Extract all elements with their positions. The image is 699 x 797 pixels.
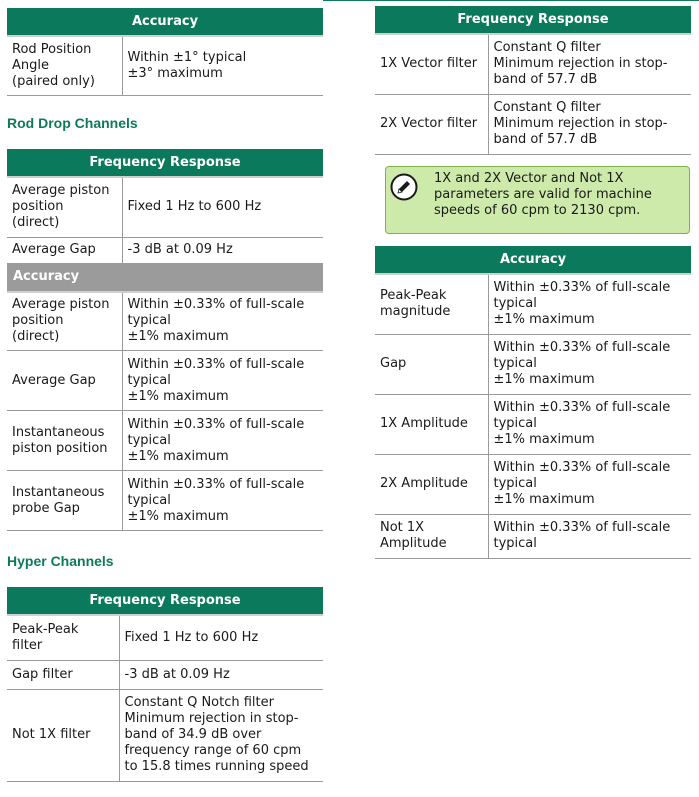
row-value: Within ±0.33% of full-scale typical ±1% maximum: [488, 454, 691, 514]
table-row: [375, 274, 691, 334]
pencil-icon: [390, 173, 418, 201]
row-value: Constant Q filter Minimum rejection in stop- band of 57.7 dB: [488, 34, 691, 94]
row-value: -3 dB at 0.09 Hz: [122, 237, 323, 263]
hyper-channels-heading: Hyper Channels: [7, 553, 114, 569]
row-label: Peak-Peak filter: [7, 615, 119, 660]
row-value: Within ±0.33% of full-scale typical ±1% maximum: [122, 411, 323, 471]
rod-drop-heading: Rod Drop Channels: [7, 115, 138, 131]
note-box: [385, 166, 690, 234]
accuracy-subheader: Accuracy: [7, 263, 323, 292]
table-header: Accuracy: [375, 246, 691, 274]
table-row: [7, 292, 323, 351]
row-label: Not 1X filter: [7, 689, 119, 781]
row-value: Within ±0.33% of full-scale typical ±1% maximum: [488, 334, 691, 394]
table-row: [7, 351, 323, 411]
vector-frequency-table: [375, 6, 691, 155]
table-header: Accuracy: [7, 8, 323, 36]
table-row: [7, 689, 323, 781]
row-label: Average piston position (direct): [7, 292, 122, 351]
row-label: Gap filter: [7, 660, 119, 689]
row-label: Instantaneous probe Gap: [7, 471, 122, 531]
table-row: [375, 94, 691, 154]
table-header: Frequency Response: [375, 6, 691, 34]
rod-drop-table: [7, 149, 323, 531]
row-label: Average piston position (direct): [7, 177, 122, 237]
row-value: Fixed 1 Hz to 600 Hz: [119, 615, 323, 660]
row-value: -3 dB at 0.09 Hz: [119, 660, 323, 689]
table-row: [7, 471, 323, 531]
row-label: Instantaneous piston position: [7, 411, 122, 471]
row-value: Within ±0.33% of full-scale typical ±1% maximum: [122, 471, 323, 531]
row-value: Constant Q Notch filter Minimum rejection in stop- band of 34.9 dB over frequency range of 60 cpm to 15.8 times running speed: [119, 689, 323, 781]
right-accuracy-table: [375, 246, 691, 559]
row-label: 1X Vector filter: [375, 34, 488, 94]
row-label: 2X Vector filter: [375, 94, 488, 154]
row-label: 1X Amplitude: [375, 394, 488, 454]
row-label: Average Gap: [7, 351, 122, 411]
hyper-channels-table: [7, 587, 323, 782]
table-row: [375, 394, 691, 454]
row-value: Within ±0.33% of full-scale typical ±1% maximum: [488, 274, 691, 334]
row-label: Average Gap: [7, 237, 122, 263]
table-row: [7, 660, 323, 689]
row-value: Within ±0.33% of full-scale typical: [488, 514, 691, 558]
row-label: Gap: [375, 334, 488, 394]
table-row: [375, 514, 691, 558]
table-row: [375, 454, 691, 514]
table-row: [375, 334, 691, 394]
table-row: [7, 411, 323, 471]
table-row: [375, 34, 691, 94]
row-value: Constant Q filter Minimum rejection in stop- band of 57.7 dB: [488, 94, 691, 154]
row-value: Fixed 1 Hz to 600 Hz: [122, 177, 323, 237]
row-label: Rod Position Angle (paired only): [7, 36, 122, 95]
table-header: Frequency Response: [7, 149, 323, 177]
row-label: Not 1X Amplitude: [375, 514, 488, 558]
table-row: [7, 237, 323, 263]
table-row: [7, 36, 323, 95]
row-label: 2X Amplitude: [375, 454, 488, 514]
note-text: 1X and 2X Vector and Not 1X parameters are valid for machine speeds of 60 cpm to 2130 cpm.: [434, 171, 652, 218]
row-value: Within ±0.33% of full-scale typical ±1% maximum: [122, 292, 323, 351]
table-row: [7, 177, 323, 237]
row-value: Within ±0.33% of full-scale typical ±1% maximum: [488, 394, 691, 454]
table-header: Frequency Response: [7, 587, 323, 615]
row-label: Peak-Peak magnitude: [375, 274, 488, 334]
top-rule: [323, 0, 699, 1]
rod-position-accuracy-table: [7, 8, 323, 96]
row-value: Within ±1° typical ±3° maximum: [122, 36, 323, 95]
table-row: [7, 615, 323, 660]
row-value: Within ±0.33% of full-scale typical ±1% maximum: [122, 351, 323, 411]
